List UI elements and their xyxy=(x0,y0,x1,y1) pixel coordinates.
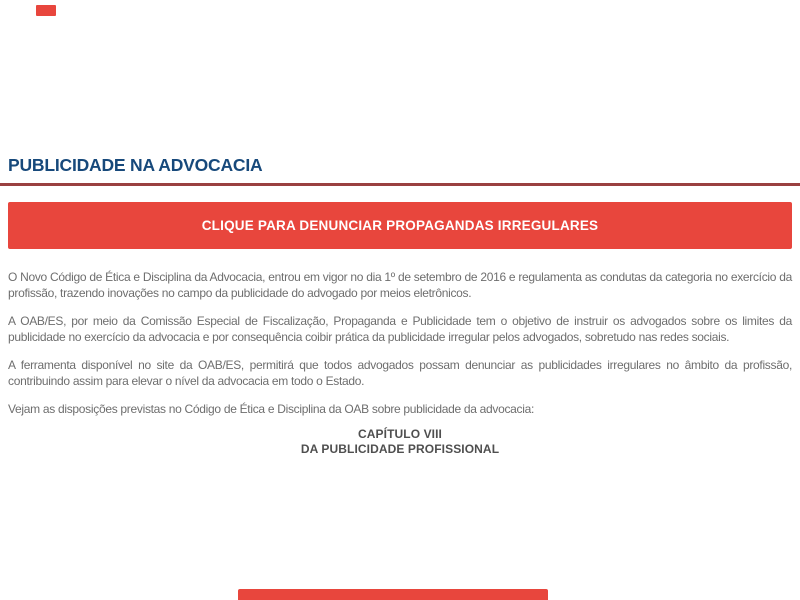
chapter-heading xyxy=(8,427,792,457)
partial-red-element-top xyxy=(36,5,56,16)
paragraph-see-provisions: Vejam as disposições previstas no Código de Ética e Disciplina da OAB sobre publicidade da advocacia: xyxy=(8,402,535,416)
paragraph-new-ethics-code: O Novo Código de Ética e Disciplina da Advocacia, entrou em vigor no dia 1º de setembro de 2016 e regulamenta as condutas da categoria no exercício da profissão, trazendo inovações no campo da publicidade do advogado por meios eletrônicos. xyxy=(8,270,792,300)
paragraph-oab-es-commission: A OAB/ES, por meio da Comissão Especial de Fiscalização, Propaganda e Publicidade tem o objetivo de instruir os advogados sobre os limites da publicidade no exercício da advocacia e por consequência coibir prática da publicidade irregular pelos advogados, sobretudo nas redes sociais. xyxy=(8,314,792,344)
chapter-heading-line1: CAPÍTULO VIII xyxy=(358,427,442,441)
partial-red-element-bottom xyxy=(238,589,548,600)
report-irregular-ads-banner-button[interactable]: CLIQUE PARA DENUNCIAR PROPAGANDAS IRREGULARES xyxy=(8,202,792,249)
paragraph-reporting-tool: A ferramenta disponível no site da OAB/ES, permitirá que todos advogados possam denunciar as publicidades irregulares no âmbito da profissão, contribuindo assim para elevar o nível da advocacia em todo o Estado. xyxy=(8,358,792,388)
chapter-heading-line2: DA PUBLICIDADE PROFISSIONAL xyxy=(300,442,500,456)
title-divider xyxy=(0,183,800,186)
page-title: PUBLICIDADE NA ADVOCACIA xyxy=(8,155,263,175)
